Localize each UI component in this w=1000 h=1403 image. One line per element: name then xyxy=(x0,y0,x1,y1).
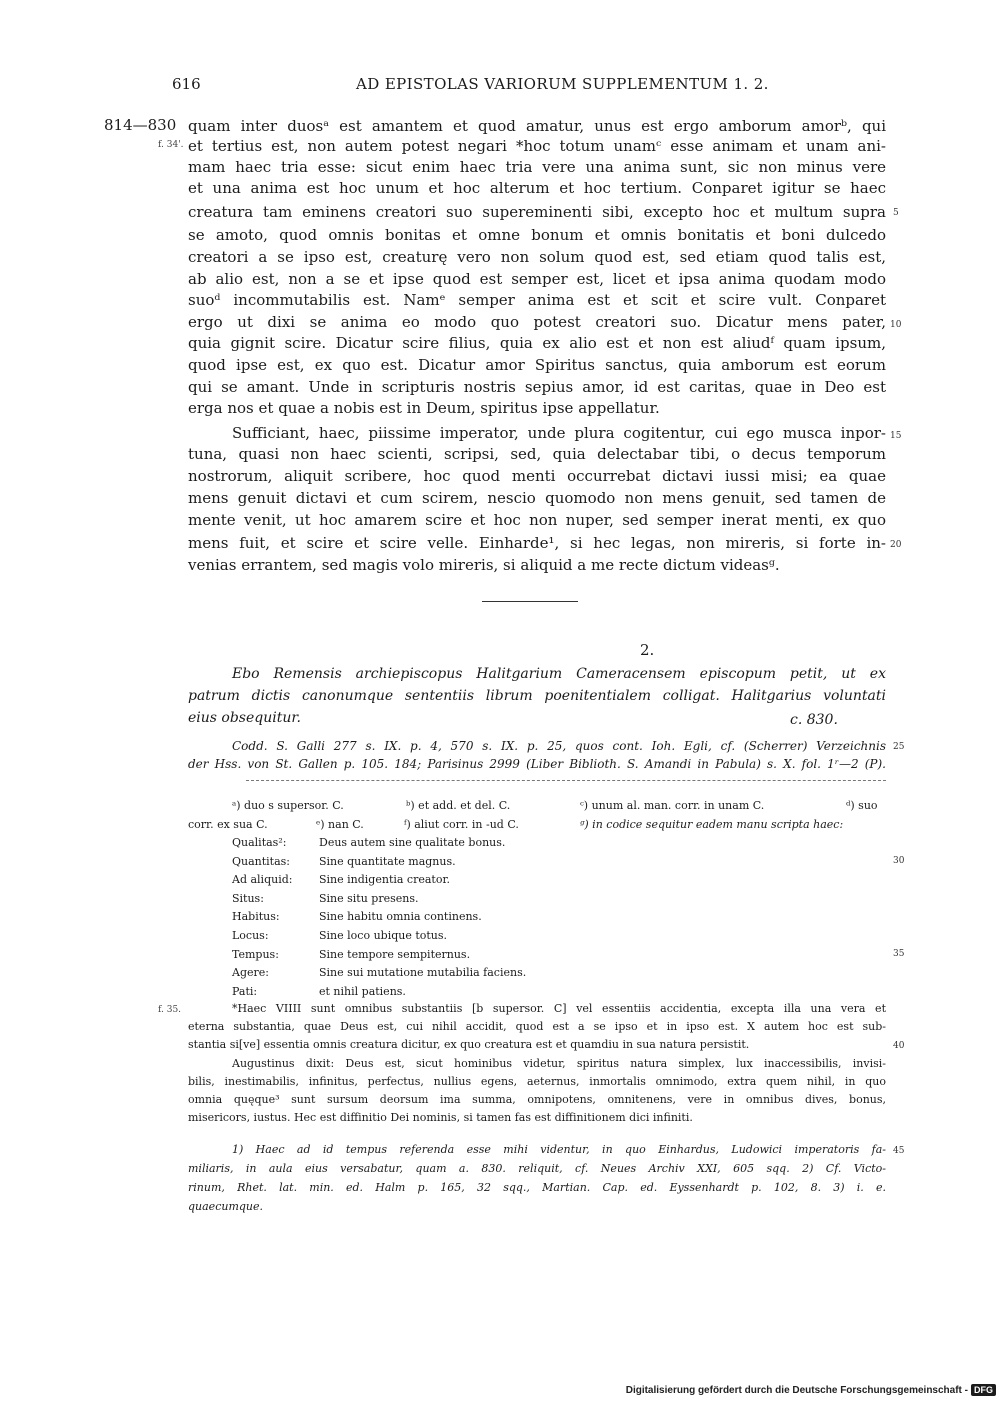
regest-line: eius obsequitur. xyxy=(188,710,301,726)
main-text-line: mens fuit, et scire et scire velle. Einharde¹, si hec legas, non mireris, si forte in- xyxy=(188,534,886,552)
section-separator xyxy=(482,601,578,602)
footnote-b: ᵇ) et add. et del. C. xyxy=(406,799,511,812)
apparatus-divider xyxy=(246,780,886,781)
main-text-line: se amoto, quod omnis bonitas et omne bonum et omnis bonitatis et boni dulcedo xyxy=(188,226,886,244)
footer-credit: Digitalisierung gefördert durch die Deutsche Forschungsgemeinschaft - xyxy=(625,1384,968,1396)
main-text-line: quia gignit scire. Dicatur scire filius, quia ex alio est et non est aliudᶠ quam ipsum, xyxy=(188,334,886,352)
category-text: Sine tempore sempiternus. xyxy=(319,948,471,961)
main-text-line: et tertius est, non autem potest negari *hoc totum unamᶜ esse animam et unam ani- xyxy=(188,137,886,155)
main-text-line: quod ipse est, ex quo est. Dicatur amor Spiritus sanctus, quia amborum est eorum xyxy=(188,356,886,374)
category-text: Sine loco ubique totus. xyxy=(319,929,448,942)
codices-line: Codd. S. Galli 277 s. IX. p. 4, 570 s. IX. p. 25, quos cont. Ioh. Egli, cf. (Scherrer) Verzeichnis xyxy=(232,739,886,753)
line-number: 5 xyxy=(893,208,899,218)
date: c. 830. xyxy=(790,712,838,728)
main-text-line: mam haec tria esse: sicut enim haec tria vere una anima sunt, sic non minus vere xyxy=(188,158,886,176)
category-text: Deus autem sine qualitate bonus. xyxy=(319,836,506,849)
endnote-line: quaecumque. xyxy=(188,1200,264,1213)
main-text-line: tuna, quasi non haec scienti, scripsi, sed, quia delectabar tibi, o decus temporum xyxy=(188,445,886,463)
footnote-c: ᶜ) unum al. man. corr. in unam C. xyxy=(580,799,765,812)
footnote-a: ᵃ) duo s supersor. C. xyxy=(232,799,344,812)
augustinus-line: misericors, iustus. Hec est diffinitio Dei nominis, si tamen fas est diffinitionem dici infiniti. xyxy=(188,1111,693,1124)
endnote-line: 1) Haec ad id tempus referenda esse mihi videntur, in quo Einhardus, Ludowici imperatoris fa- xyxy=(232,1143,886,1156)
line-number: 30 xyxy=(893,856,905,866)
main-text-line: creatura tam eminens creatori suo supereminenti sibi, excepto hoc et multum supra xyxy=(188,203,886,221)
margin-folio-ref: f. 35. xyxy=(158,1005,182,1015)
category-term: Quantitas: xyxy=(232,855,291,868)
category-text: Sine situ presens. xyxy=(319,892,419,905)
footnote-d: ᵈ) suo xyxy=(846,799,878,812)
note-line: eterna substantia, quae Deus est, cui nihil accidit, quod est a se ipso et in ipso est. X autem hoc est sub- xyxy=(188,1020,886,1033)
chronological-range: 814—830 xyxy=(104,116,177,134)
line-number: 25 xyxy=(893,742,905,752)
category-term: Habitus: xyxy=(232,910,280,923)
main-text-line: ergo ut dixi se anima eo modo quo potest creatori suo. Dicatur mens pater, xyxy=(188,313,886,331)
main-text-line: erga nos et quae a nobis est in Deum, spiritus ipse appellatur. xyxy=(188,399,660,417)
category-term: Pati: xyxy=(232,985,258,998)
augustinus-line: omnia quęque³ sunt sursum deorsum ima summa, omnipotens, omnitenens, vere in omnibus dives, bonus, xyxy=(188,1093,886,1106)
footnote-f: ᶠ) aliut corr. in -ud C. xyxy=(404,818,519,831)
regest-line: patrum dictis canonumque sententiis librum poenitentialem colligat. Halitgarius voluntati xyxy=(188,688,886,704)
line-number: 20 xyxy=(890,540,902,550)
main-text-line: ab alio est, non a se et ipse quod est semper est, licet et ipsa anima quodam modo xyxy=(188,270,886,288)
footnote-e: ᵉ) nan C. xyxy=(316,818,364,831)
category-text: Sine sui mutatione mutabilia faciens. xyxy=(319,966,527,979)
category-term: Qualitas²: xyxy=(232,836,287,849)
category-term: Agere: xyxy=(232,966,269,979)
main-text-line: nostrorum, aliquit scribere, hoc quod menti occurrebat dictavi iussi misi; ea quae xyxy=(188,467,886,485)
augustinus-line: Augustinus dixit: Deus est, sicut hominibus videtur, spiritus natura simplex, lux inaccessibilis, invisi- xyxy=(232,1057,886,1070)
line-number: 15 xyxy=(890,431,902,441)
regest-line: Ebo Remensis archiepiscopus Halitgarium Cameracensem episcopum petit, ut ex xyxy=(232,666,886,682)
section-number: 2. xyxy=(640,641,655,659)
line-number: 10 xyxy=(890,320,902,330)
codices-line: der Hss. von St. Gallen p. 105. 184; Parisinus 2999 (Liber Biblioth. S. Amandi in Pabula) s. X. fol. 1ʳ—2 (P). xyxy=(188,757,886,771)
main-text-line: venias errantem, sed magis volo mireris, si aliquid a me recte dictum videasᵍ. xyxy=(188,556,780,574)
main-text-line: quam inter duosᵃ est amantem et quod amatur, unus est ergo amborum amorᵇ, qui xyxy=(188,117,886,135)
category-term: Ad aliquid: xyxy=(232,873,293,886)
dfg-logo: DFG xyxy=(971,1384,996,1396)
augustinus-line: bilis, inestimabilis, infinitus, perfectus, nullius egens, aeternus, inmortalis omnimodo, extra quem nihil, in quo xyxy=(188,1075,886,1088)
main-text-line: mens genuit dictavi et cum scirem, nescio quomodo non mens genuit, sed tamen de xyxy=(188,489,886,507)
category-text: et nihil patiens. xyxy=(319,985,406,998)
line-number: 40 xyxy=(893,1041,905,1051)
endnote-line: rinum, Rhet. lat. min. ed. Halm p. 165, 32 sqq., Martian. Cap. ed. Eyssenhardt p. 102, 8. 3) i. e. xyxy=(188,1181,886,1194)
main-text-line: Sufficiant, haec, piissime imperator, unde plura cogitentur, cui ego musca inpor- xyxy=(232,424,886,442)
main-text-line: mente venit, ut hoc amarem scire et hoc non nuper, sed semper inerat menti, ex quo xyxy=(188,511,886,529)
note-line: *Haec VIIII sunt omnibus substantiis [b supersor. C] vel essentiis accidentia, excepta illa una vera et xyxy=(232,1002,886,1015)
footnote-d-cont: corr. ex sua C. xyxy=(188,818,268,831)
line-number: 45 xyxy=(893,1146,905,1156)
running-title: AD EPISTOLAS VARIORUM SUPPLEMENTUM 1. 2. xyxy=(356,75,769,93)
category-text: Sine indigentia creator. xyxy=(319,873,451,886)
category-term: Situs: xyxy=(232,892,264,905)
category-term: Locus: xyxy=(232,929,269,942)
margin-folio-ref: f. 34'. xyxy=(158,140,184,150)
digitization-footer xyxy=(626,1384,996,1396)
note-line: stantia si[ve] essentia omnis creatura dicitur, ex quo creatura est et quamdiu in sua natura persistit. xyxy=(188,1038,750,1051)
category-term: Tempus: xyxy=(232,948,279,961)
endnote-line: miliaris, in aula eius versabatur, quam a. 830. reliquit, cf. Neues Archiv XXI, 605 sqq. 2) Cf. Victo- xyxy=(188,1162,886,1175)
footnote-g: ᵍ) in codice sequitur eadem manu scripta haec: xyxy=(580,818,844,831)
main-text-line: creatori a se ipso est, creaturę vero non solum quod est, sed etiam quod talis est, xyxy=(188,248,886,266)
category-text: Sine quantitate magnus. xyxy=(319,855,456,868)
main-text-line: et una anima est hoc unum et hoc alterum et hoc tertium. Conparet igitur se haec xyxy=(188,179,886,197)
main-text-line: suoᵈ incommutabilis est. Namᵉ semper anima est et scit et scire vult. Conparet xyxy=(188,291,886,309)
page-number: 616 xyxy=(172,75,201,93)
category-text: Sine habitu omnia continens. xyxy=(319,910,482,923)
line-number: 35 xyxy=(893,949,905,959)
main-text-line: qui se amant. Unde in scripturis nostris sepius amor, id est caritas, quae in Deo est xyxy=(188,378,886,396)
